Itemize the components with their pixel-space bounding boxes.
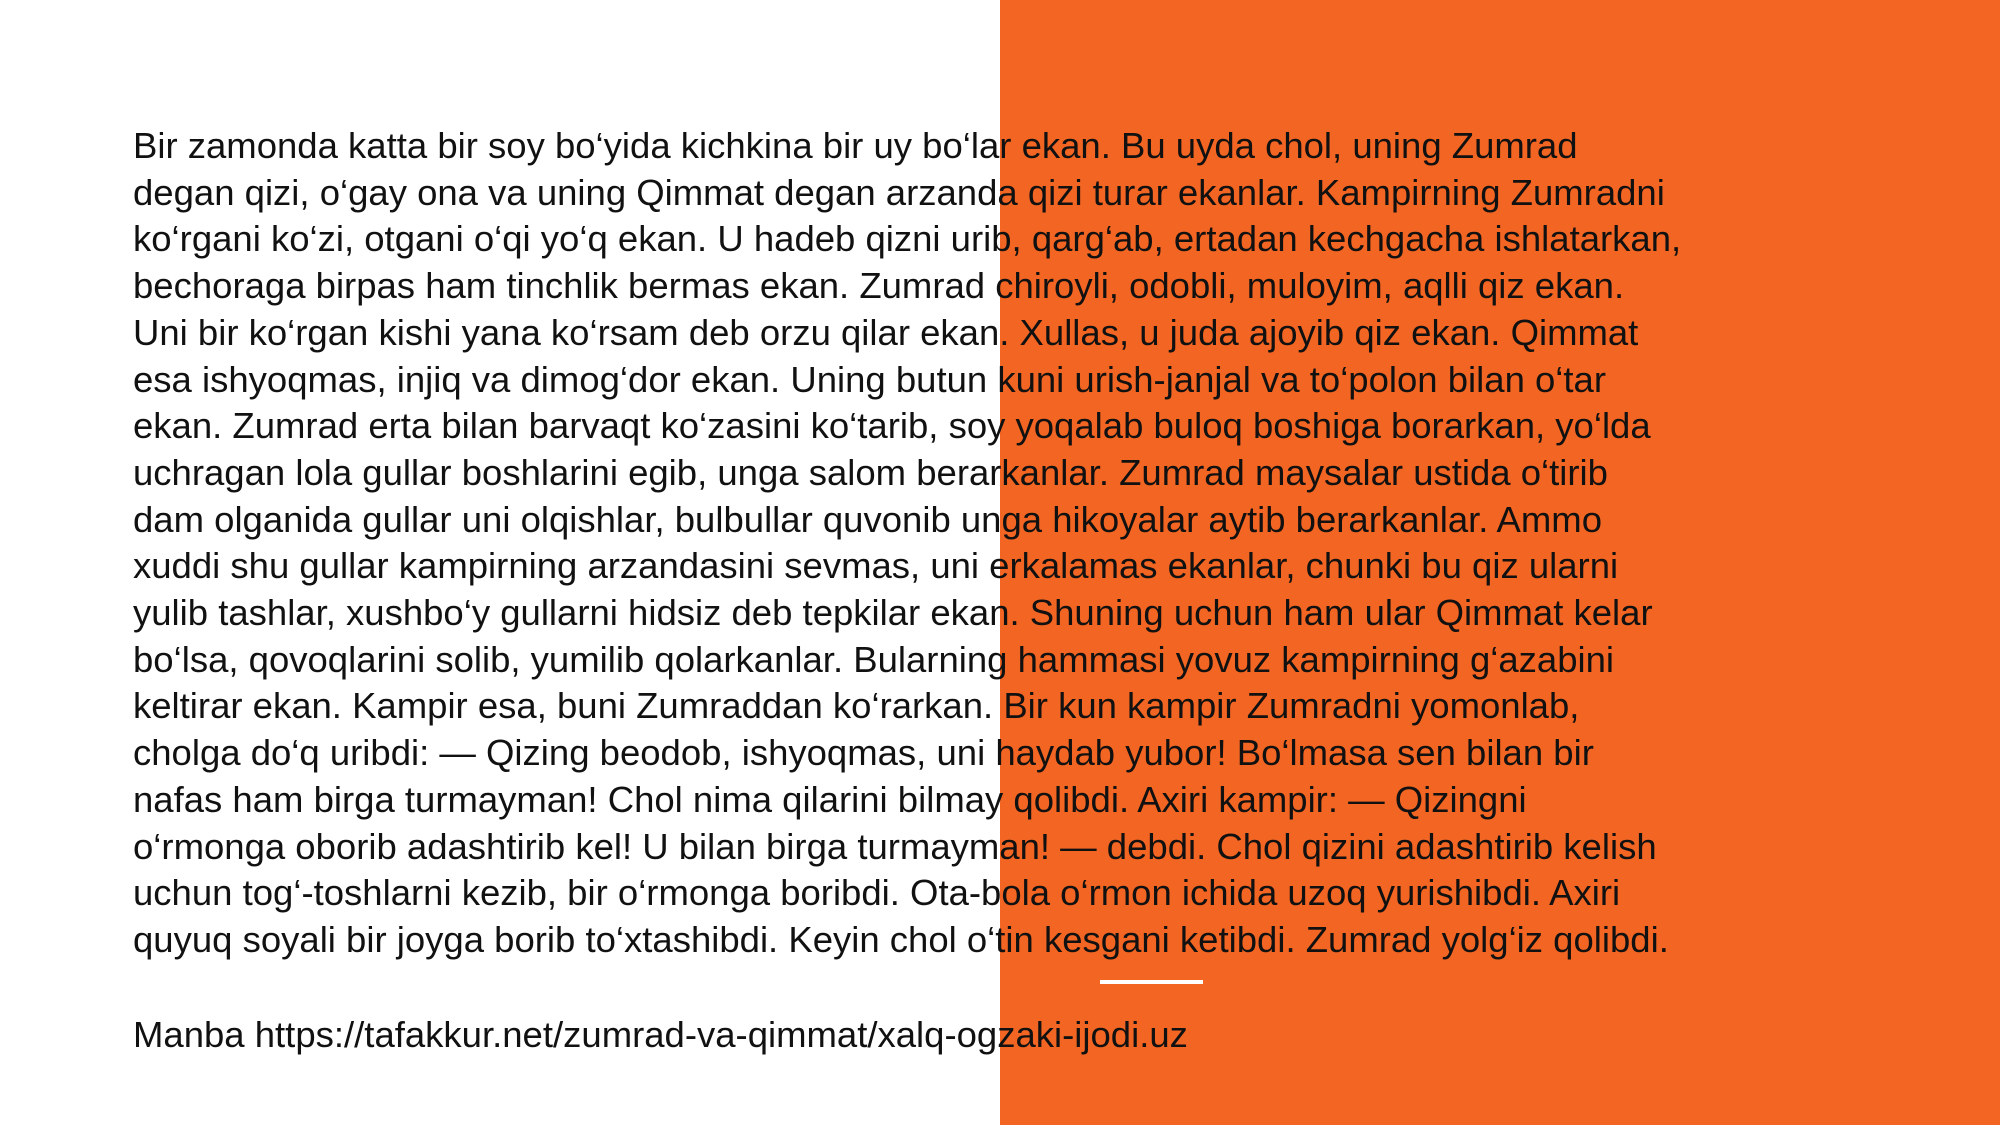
story-text: Bir zamonda katta bir soy bo‘yida kichkina bir uy bo‘lar ekan. Bu uyda chol, uning Zumrad degan qizi, o‘gay ona va uning Qimmat degan arzanda qizi turar ekanlar. Kampirning Zumradni ko‘rgani ko‘zi, otgani o‘qi yo‘q ekan. U hadeb qizni urib, qarg‘ab, ertadan kechgacha ishlatarkan, bechoraga birpas ham tinchlik bermas ekan. Zumrad chiroyli, odobli, muloyim, aqlli qiz ekan. Uni bir ko‘rgan kishi yana ko‘rsam deb orzu qilar ekan. Xullas, u juda ajoyib qiz ekan. Qimmat esa ishyoqmas, injiq va dimog‘dor ekan. Uning butun kuni urish-janjal va to‘polon bilan o‘tar ekan. Zumrad erta bilan barvaqt ko‘zasini ko‘tarib, soy yoqalab buloq boshiga borarkan, yo‘lda uchragan lola gullar boshlarini egib, unga salom berarkanlar. Zumrad maysalar ustida o‘tirib dam olganida gullar uni olqishlar, bulbullar quvonib unga hikoyalar aytib berarkanlar. Ammo xuddi shu gullar kampirning arzandasini sevmas, uni erkalamas ekanlar, chunki bu qiz ularni yulib tashlar, xushbo‘y gullarni hidsiz deb tepkilar ekan. Shuning uchun ham ular Qimmat kelar bo‘lsa, qovoqlarini solib, yumilib qolarkanlar. Bularning hammasi yovuz kampirning g‘azabini keltirar ekan. Kampir esa, buni Zumraddan ko‘rarkan. Bir kun kampir Zumradni yomonlab, cholga do‘q uribdi: — Qizing beodob, ishyoqmas, uni haydab yubor! Bo‘lmasa sen bilan bir nafas ham birga turmayman! Chol nima qilarini bilmay qolibdi. Axiri kampir: — Qizingni o‘rmonga oborib adashtirib kel! U bilan birga turmayman! — debdi. Chol qizini adashtirib kelish uchun tog‘-toshlarni kezib, bir o‘rmonga boribdi. Ota-bola o‘rmon ichida uzoq yurishibdi. Axiri quyuq soyali bir joyga borib to‘xtashibdi. Keyin chol o‘tin kesgani ketibdi. Zumrad yolg‘iz qolibdi. xyxy=(133,125,1682,960)
source-reference: Manba https://tafakkur.net/zumrad-va-qimmat/xalq-ogzaki-ijodi.uz xyxy=(133,1014,1188,1055)
decorative-divider xyxy=(1100,980,1203,984)
